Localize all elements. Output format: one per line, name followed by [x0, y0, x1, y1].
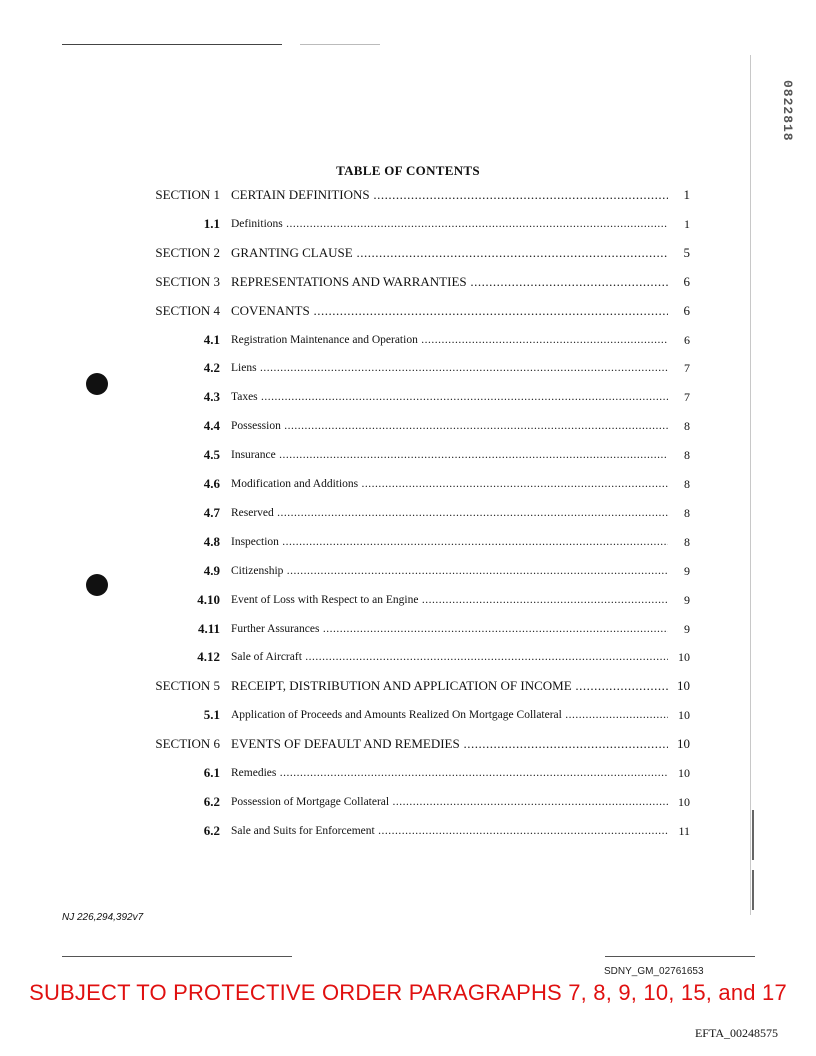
toc-entry	[0, 647, 816, 667]
top-rule	[62, 44, 282, 45]
toc-entry-page: 9	[684, 592, 690, 607]
toc-entry-title: Reserved .....	[231, 503, 668, 523]
toc-entry-number: 4.10	[197, 591, 220, 607]
toc-entry-page: 7	[684, 390, 690, 405]
toc-entry-title: Inspection .....	[231, 532, 668, 552]
top-rule-faint	[300, 44, 380, 45]
toc-entry-page: 10	[677, 736, 690, 752]
toc-entry-title: Sale and Suits for Enforcement .....	[231, 821, 668, 841]
bates-number: SDNY_GM_02761653	[604, 966, 704, 977]
toc-entry-page: 1	[684, 216, 690, 231]
toc-entry-page: 7	[684, 361, 690, 376]
toc-entry-page: 10	[677, 678, 690, 694]
toc-entry-title: COVENANTS .....	[231, 301, 668, 321]
toc-entry-title: RECEIPT, DISTRIBUTION AND APPLICATION OF INCOME .....	[231, 676, 668, 696]
toc-entry-page: 8	[684, 477, 690, 491]
toc-entry	[0, 445, 816, 465]
toc-entry-page: 8	[684, 419, 690, 434]
toc-entry-title: Possession of Mortgage Collateral .....	[231, 792, 668, 812]
toc-entry-page: 9	[684, 563, 690, 578]
footer-id: NJ 226,294,392v7	[62, 912, 144, 923]
toc-entry-title: Application of Proceeds and Amounts Realized On Mortgage Collateral .....	[231, 705, 668, 725]
toc-entry-page: 6	[683, 302, 690, 318]
toc-entry-number: 4.5	[203, 447, 220, 463]
toc-entry-number: 4.11	[197, 620, 220, 636]
toc-entry-page: 9	[684, 621, 690, 636]
toc-entry-number: SECTION 6	[155, 736, 220, 752]
toc-entry-title: Definitions .....	[231, 214, 668, 234]
toc-entry-number: 4.2	[203, 360, 220, 376]
toc-entry-title: Modification and Additions .....	[231, 474, 668, 494]
toc-entry-number: SECTION 4	[155, 302, 220, 318]
toc-entry	[0, 705, 816, 725]
toc-entry-page: 8	[684, 448, 690, 463]
toc-entry-page: 5	[683, 244, 690, 260]
toc-entry-number: 4.3	[203, 389, 220, 405]
toc-entry-number: 6.2	[203, 822, 220, 838]
toc-entry	[0, 590, 816, 610]
vertical-code: 0822818	[780, 80, 795, 142]
toc-entry-title: CERTAIN DEFINITIONS .....	[231, 185, 668, 205]
toc-entry-title: Taxes .....	[231, 387, 668, 407]
toc-entry	[0, 301, 816, 321]
toc-entry-page: 10	[678, 708, 690, 723]
toc-entry-title: Sale of Aircraft .....	[231, 647, 668, 667]
hole-punch-bottom	[86, 574, 108, 596]
toc-entry	[0, 619, 816, 639]
toc-entry-page: 8	[684, 534, 690, 549]
toc-entry-title: Citizenship .....	[231, 561, 668, 581]
toc-entry	[0, 358, 816, 378]
toc-entry-number: 4.4	[203, 418, 220, 434]
toc-entry-number: 4.7	[203, 504, 220, 520]
toc-entry	[0, 214, 816, 234]
toc-entry-number: 4.9	[203, 562, 220, 578]
bottom-rule-left	[62, 956, 292, 957]
toc-entry	[0, 503, 816, 523]
toc-entry-number: 4.6	[203, 476, 220, 491]
toc-entry-page: 11	[678, 823, 690, 838]
toc-entry-number: 5.1	[203, 707, 220, 723]
toc-entry-number: SECTION 3	[155, 273, 220, 289]
toc-entry-number: SECTION 5	[155, 678, 220, 694]
toc-entry	[0, 676, 816, 696]
toc-entry	[0, 532, 816, 552]
toc-entry-page: 6	[683, 273, 690, 289]
toc-entry-title: GRANTING CLAUSE .....	[231, 243, 668, 263]
toc-entry-number: SECTION 1	[155, 187, 220, 202]
bottom-rule-right	[605, 956, 755, 957]
protective-order-notice: SUBJECT TO PROTECTIVE ORDER PARAGRAPHS 7, 8, 9, 10, 15, and 17	[29, 980, 787, 1005]
toc-entry-number: 6.1	[203, 765, 220, 780]
toc-entry-page: 10	[678, 766, 690, 780]
toc-entry-title: Liens .....	[231, 358, 668, 378]
toc-entry-title: EVENTS OF DEFAULT AND REMEDIES .....	[231, 734, 668, 754]
toc-entry-title: Event of Loss with Respect to an Engine .....	[231, 590, 668, 610]
toc-entry	[0, 763, 816, 783]
toc-entry	[0, 272, 816, 292]
hole-punch-top	[86, 373, 108, 395]
toc-entry-number: 4.1	[203, 331, 220, 347]
toc-entry-title: Remedies .....	[231, 763, 668, 783]
margin-mark-lower	[752, 870, 754, 910]
toc-entry	[0, 792, 816, 812]
toc-entry	[0, 185, 816, 205]
toc-entry-page: 6	[684, 332, 690, 347]
toc-entry	[0, 734, 816, 754]
toc-entry-page: 10	[678, 650, 690, 665]
toc-entry-page: 1	[683, 187, 690, 202]
efta-id: EFTA_00248575	[694, 1026, 778, 1040]
toc-entry-title: Registration Maintenance and Operation .....	[231, 330, 668, 350]
margin-mark-upper	[752, 810, 754, 860]
toc-entry	[0, 330, 816, 350]
toc-entry-number: 4.8	[203, 533, 220, 549]
toc-entry-number: 4.12	[197, 649, 220, 665]
toc-entry-title: Possession .....	[231, 416, 668, 436]
toc-entry	[0, 243, 816, 263]
toc-entry	[0, 821, 816, 841]
toc-entry-number: 6.2	[203, 793, 220, 809]
toc-entry-title: REPRESENTATIONS AND WARRANTIES .....	[231, 272, 668, 292]
toc-entry	[0, 416, 816, 436]
toc-entry-number: SECTION 2	[155, 244, 220, 260]
toc-entry-page: 8	[684, 505, 690, 520]
toc-entry	[0, 387, 816, 407]
toc-entry-page: 10	[678, 794, 690, 809]
toc-entry	[0, 474, 816, 494]
toc-entry	[0, 561, 816, 581]
toc-entry-title: Further Assurances .....	[231, 619, 668, 639]
toc-entry-number: 1.1	[203, 215, 220, 231]
toc-title: TABLE OF CONTENTS	[336, 163, 480, 178]
toc-entry-title: Insurance .....	[231, 445, 668, 465]
